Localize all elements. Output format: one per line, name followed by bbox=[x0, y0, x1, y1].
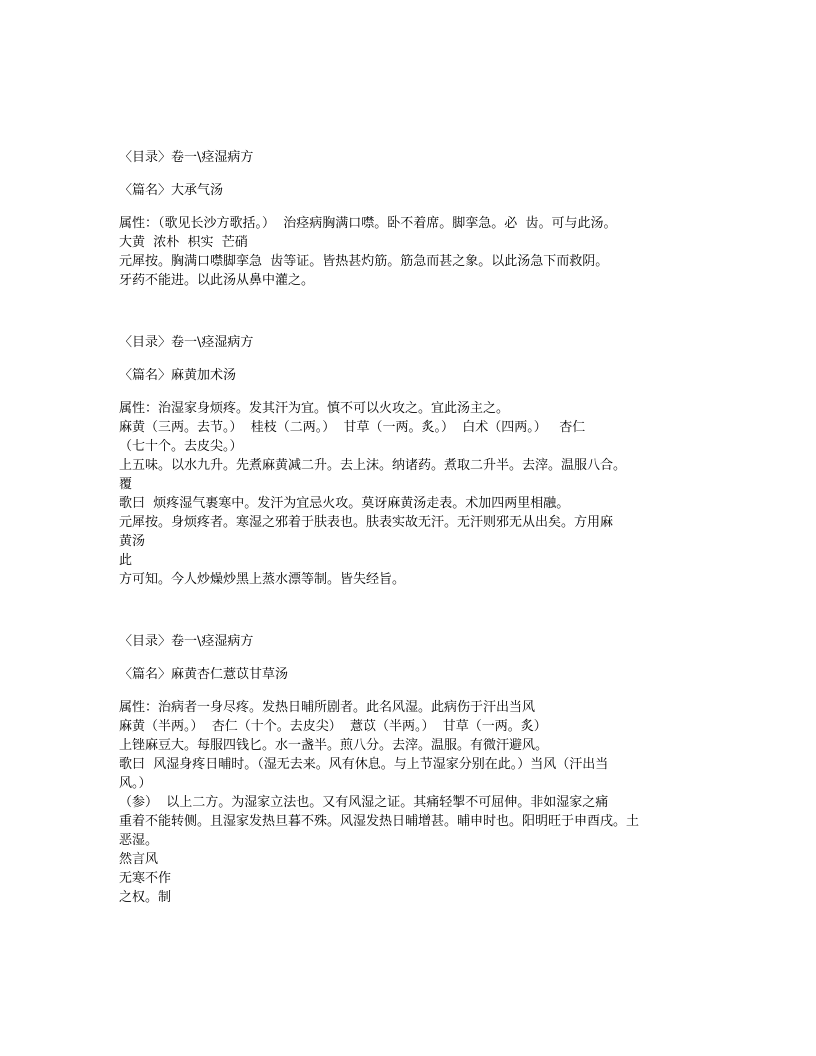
body-line: 风。） bbox=[119, 776, 152, 791]
body-line: 上五味。以水九升。先煮麻黄减二升。去上沫。纳诸药。煮取二升半。去滓。温服八合。 bbox=[119, 458, 627, 473]
body-line: 元犀按。身烦疼者。寒湿之邪着于肤表也。肤表实故无汗。无汗则邪无从出矣。方用麻 bbox=[119, 515, 614, 530]
toc-line: 〈目录〉卷一\痉湿病方 bbox=[119, 335, 254, 350]
section-title: 〈篇名〉麻黄加术汤 bbox=[119, 368, 237, 383]
body-line: 然言风 bbox=[119, 852, 159, 867]
section-ma-huang-xing-ren-yi-yi-gan-cao-tang bbox=[119, 632, 719, 907]
body-line: 黄汤 bbox=[119, 534, 146, 549]
section-title: 〈篇名〉麻黄杏仁薏苡甘草汤 bbox=[119, 667, 289, 682]
body-line: 重着不能转侧。且湿家发热旦暮不殊。风湿发热日晡增甚。晡申时也。阳明旺于申酉戌。土 bbox=[119, 814, 640, 829]
body-line: 大黄 浓朴 枳实 芒硝 bbox=[119, 235, 248, 250]
body-line: 无寒不作 bbox=[119, 871, 172, 886]
body-line: 麻黄（半两。） 杏仁（十个。去皮尖） 薏苡（半两。） 甘草（一两。炙） bbox=[119, 719, 547, 734]
body-line: （七十个。去皮尖。） bbox=[119, 439, 243, 454]
toc-line: 〈目录〉卷一\痉湿病方 bbox=[119, 634, 254, 649]
section-title: 〈篇名〉大承气汤 bbox=[119, 183, 224, 198]
section-ma-huang-jia-zhu-tang bbox=[119, 333, 719, 589]
body-line: 上锉麻豆大。每服四钱匕。水一盏半。煎八分。去滓。温服。有微汗避风。 bbox=[119, 738, 549, 753]
body-line: 歌曰 风湿身疼日晡时。（湿无去来。风有休息。与上节湿家分别在此。）当风（汗出当 bbox=[119, 757, 609, 772]
section-da-cheng-qi-tang bbox=[119, 148, 719, 290]
body-line: 恶湿。 bbox=[119, 833, 159, 848]
body-line: 方可知。今人炒燥炒黑上蒸水漂等制。皆失经旨。 bbox=[119, 572, 406, 587]
body-line: （参） 以上二方。为湿家立法也。又有风湿之证。其痛轻掣不可屈伸。非如湿家之痛 bbox=[119, 795, 609, 810]
toc-line: 〈目录〉卷一\痉湿病方 bbox=[119, 150, 254, 165]
body-line: 覆 bbox=[119, 477, 133, 492]
body-line: 此 bbox=[119, 553, 133, 568]
body-line: 属性：治病者一身尽疼。发热日晡所剧者。此名风湿。此病伤于汗出当风 bbox=[119, 700, 536, 715]
body-line: 歌曰 烦疼湿气裹寒中。发汗为宜忌火攻。莫讶麻黄汤走表。术加四两里相融。 bbox=[119, 496, 570, 511]
body-line: 属性：（歌见长沙方歌括。） 治痉病胸满口噤。卧不着席。脚挛急。必 齿。可与此汤。 bbox=[119, 216, 617, 231]
document-page bbox=[119, 148, 719, 907]
body-line: 元犀按。胸满口噤脚挛急 齿等证。皆热甚灼筋。筋急而甚之象。以此汤急下而救阴。 bbox=[119, 254, 609, 269]
body-line: 麻黄（三两。去节。） 桂枝（二两。） 甘草（一两。炙。） 白术（四两。） 杏仁 bbox=[119, 420, 586, 435]
body-line: 之权。制 bbox=[119, 890, 172, 905]
body-line: 牙药不能进。以此汤从鼻中灌之。 bbox=[119, 273, 315, 288]
body-line: 属性：治湿家身烦疼。发其汗为宜。慎不可以火攻之。宜此汤主之。 bbox=[119, 401, 510, 416]
